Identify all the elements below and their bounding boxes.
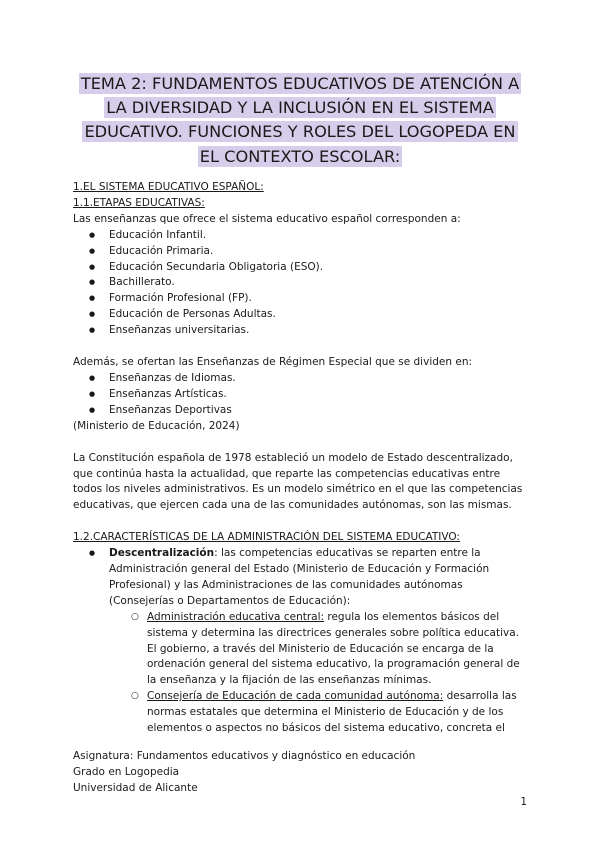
sub-item-text: sistema y determina las directrices generales sobre política educativa.	[147, 626, 519, 639]
constitution-paragraph	[73, 451, 531, 515]
sub-item-text: la enseñanza y la fijación de las enseñanzas mínimas.	[147, 674, 432, 687]
footer-line: Asignatura: Fundamentos educativos y diagnóstico en educación	[73, 750, 416, 762]
characteristics-list	[73, 546, 531, 737]
paragraph-line: La Constitución española de 1978 estableció un modelo de Estado descentralizado,	[73, 451, 513, 464]
sub-list	[131, 610, 531, 737]
section-1	[73, 180, 531, 737]
sub-item-label: Administración educativa central:	[147, 610, 325, 623]
sub-item-text: regula los elementos básicos del	[324, 610, 500, 623]
title-line: EL CONTEXTO ESCOLAR:	[199, 146, 401, 166]
list-item: ● Enseñanzas Artísticas.	[73, 387, 531, 403]
paragraph-line: educativas, que ejercen cada una de las comunidades autónomas, son las mismas.	[73, 499, 512, 512]
sub-item-text: desarrolla las	[443, 690, 517, 703]
list-item: ● Formación Profesional (FP).	[73, 291, 531, 307]
list-item: ● Educación Secundaria Obligatoria (ESO).	[73, 260, 531, 276]
footer-line: Universidad de Alicante	[73, 782, 198, 794]
bullet-text: (Consejerías o Departamentos de Educación):	[109, 594, 351, 607]
special-list	[73, 371, 531, 419]
bullet-term: Descentralización	[109, 547, 215, 560]
title-line: LA DIVERSIDAD Y LA INCLUSIÓN EN EL SISTEMA	[106, 98, 494, 118]
bullet-text: Administración general del Estado (Ministerio de Educación y Formación	[109, 563, 490, 576]
list-item: ● Educación de Personas Adultas.	[73, 307, 531, 323]
page-footer	[73, 748, 415, 796]
document-title	[72, 72, 528, 169]
sub-item-text: elementos o aspectos no básicos del sistema educativo, concreta el	[147, 722, 505, 735]
paragraph-line: que continúa hasta la actualidad, que reparte las competencias educativas entre	[73, 467, 501, 480]
sub-list-item	[131, 689, 531, 737]
footer-line: Grado en Logopedia	[73, 766, 180, 778]
sub-item-label: Consejería de Educación de cada comunidad autónoma:	[147, 690, 444, 703]
sub-item-text: ordenación general del sistema educativo, la programación general de	[147, 658, 520, 671]
bullet-text: Profesional) y las Administraciones de las comunidades autónomas	[109, 578, 463, 591]
list-item: ● Enseñanzas de Idiomas.	[73, 371, 531, 387]
bullet-text: : las competencias educativas se reparten entre la	[214, 547, 481, 560]
sub-list-item	[131, 610, 531, 690]
stages-list	[73, 228, 531, 339]
section-1-2-heading: 1.2.CARACTERÍSTICAS DE LA ADMINISTRACIÓN DEL SISTEMA EDUCATIVO:	[73, 531, 460, 544]
list-item: ● Educación Primaria.	[73, 244, 531, 260]
list-item	[73, 546, 531, 737]
title-line: EDUCATIVO. FUNCIONES Y ROLES DEL LOGOPEDA EN	[84, 122, 516, 142]
section-1-1-heading: 1.1.ETAPAS EDUCATIVAS:	[73, 196, 205, 209]
list-item: ● Bachillerato.	[73, 275, 531, 291]
title-line: TEMA 2: FUNDAMENTOS EDUCATIVOS DE ATENCIÓN A	[80, 74, 520, 93]
special-intro: Además, se ofertan las Enseñanzas de Régimen Especial que se dividen en:	[73, 356, 473, 369]
list-item: ● Educación Infantil.	[73, 228, 531, 244]
stages-intro: Las enseñanzas que ofrece el sistema educativo español corresponden a:	[73, 212, 461, 225]
citation: (Ministerio de Educación, 2024)	[73, 419, 240, 432]
sub-item-text: normas estatales que determina el Ministerio de Educación y de los	[147, 706, 504, 719]
sub-item-text: El gobierno, a través del Ministerio de Educación se encarga de la	[147, 642, 494, 655]
list-item: ● Enseñanzas Deportivas	[73, 403, 531, 419]
list-item: ● Enseñanzas universitarias.	[73, 323, 531, 339]
paragraph-line: todos los niveles administrativos. Es un modelo simétrico en el que las competencias	[73, 483, 523, 496]
page-number: 1	[520, 796, 527, 808]
section-1-heading: 1.EL SISTEMA EDUCATIVO ESPAÑOL:	[73, 181, 264, 193]
